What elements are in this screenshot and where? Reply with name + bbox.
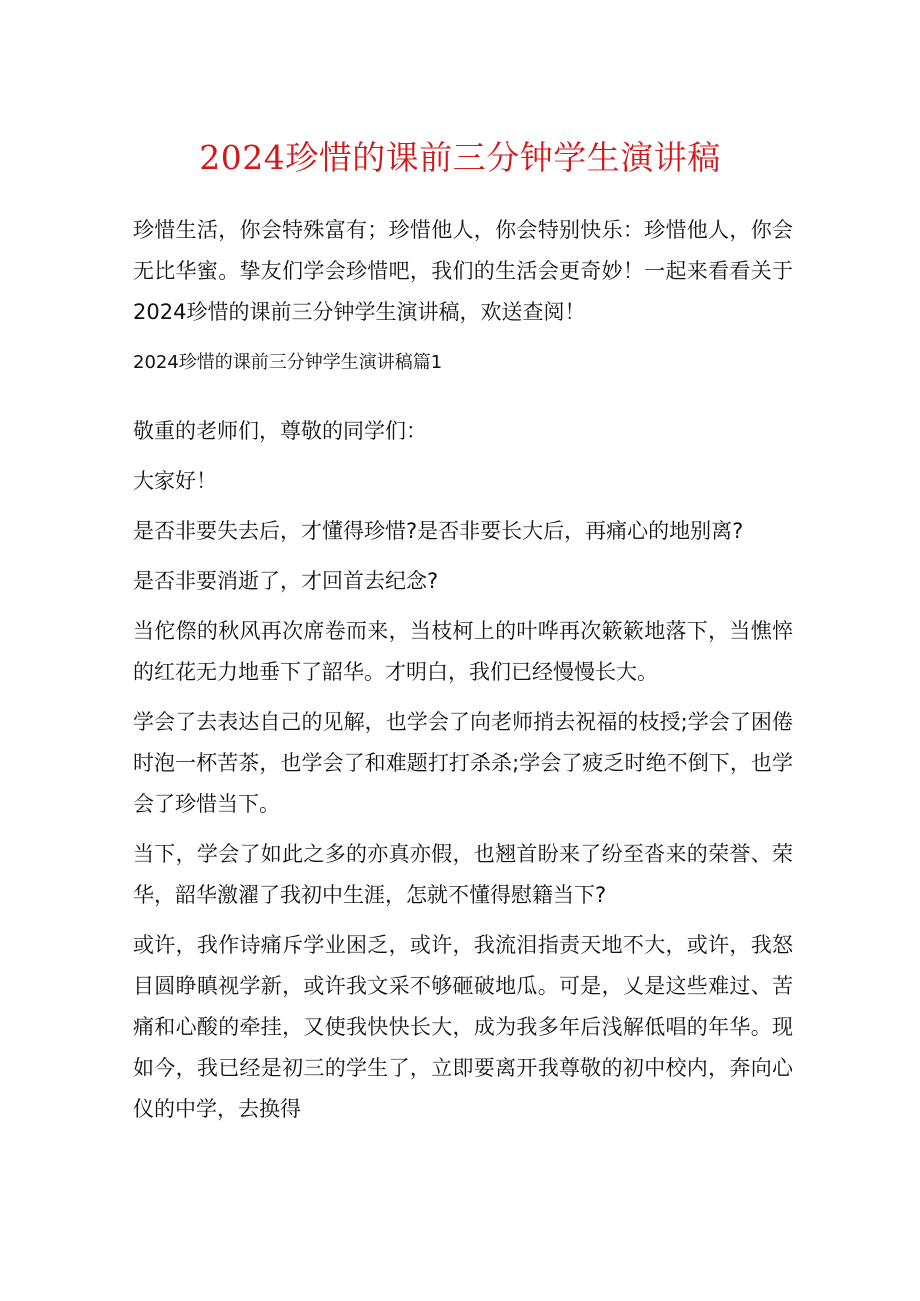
document-body — [133, 210, 793, 1139]
paragraph: 大家好！ — [133, 469, 217, 493]
intro-paragraph: 珍惜生活，你会特殊富有；珍惜他人，你会特别快乐：珍惜他人，你会无比华蜜。挚友们学会珍惜吧，我们的生活会更奇妙！一起来看看关于2024珍惜的课前三分钟学生演讲稿，欢送查阅！ — [133, 218, 793, 324]
paragraph: 或许，我作诗痛斥学业困乏，或许，我流泪指责天地不大，或许，我怒目圆睁瞋视学新，或许我文采不够砸破地瓜。可是，乂是这些难过、苦痛和心酸的牵挂，又使我快快长大，成为我多年后浅解低唱的年华。现如今，我已经是初三的学生了，立即要离开我尊敬的初中校内，奔向心仪的中学，去换得 — [133, 933, 793, 1121]
document-title: 2024珍惜的课前三分钟学生演讲稿 — [199, 138, 721, 177]
paragraph: 是否非要失去后，才懂得珍惜?是否非要长大后，再痛心的地别离? — [133, 519, 744, 543]
paragraph: 当下，学会了如此之多的亦真亦假，也翘首盼来了纷至沓来的荣誉、荣华，韶华激濯了我初中生涯，怎就不懂得慰籍当下? — [133, 842, 793, 907]
section-heading: 2024珍惜的课前三分钟学生演讲稿篇1 — [133, 352, 443, 373]
paragraph: 当佗傺的秋风再次席卷而来，当枝柯上的叶哗再次簌簌地落下，当憔悴的红花无力地垂下了韶华。才明白，我们已经慢慢长大。 — [133, 619, 793, 684]
paragraph: 是否非要消逝了，才回首去纪念? — [133, 569, 439, 593]
paragraph: 敬重的老师们，尊敬的同学们： — [133, 419, 427, 443]
paragraph: 学会了去表达自己的见解，也学会了向老师捎去祝福的枝授;学会了困倦时泡一杯苦茶，也学会了和难题打打杀杀;学会了疲乏时绝不倒下，也学会了珍惜当下。 — [133, 710, 793, 816]
